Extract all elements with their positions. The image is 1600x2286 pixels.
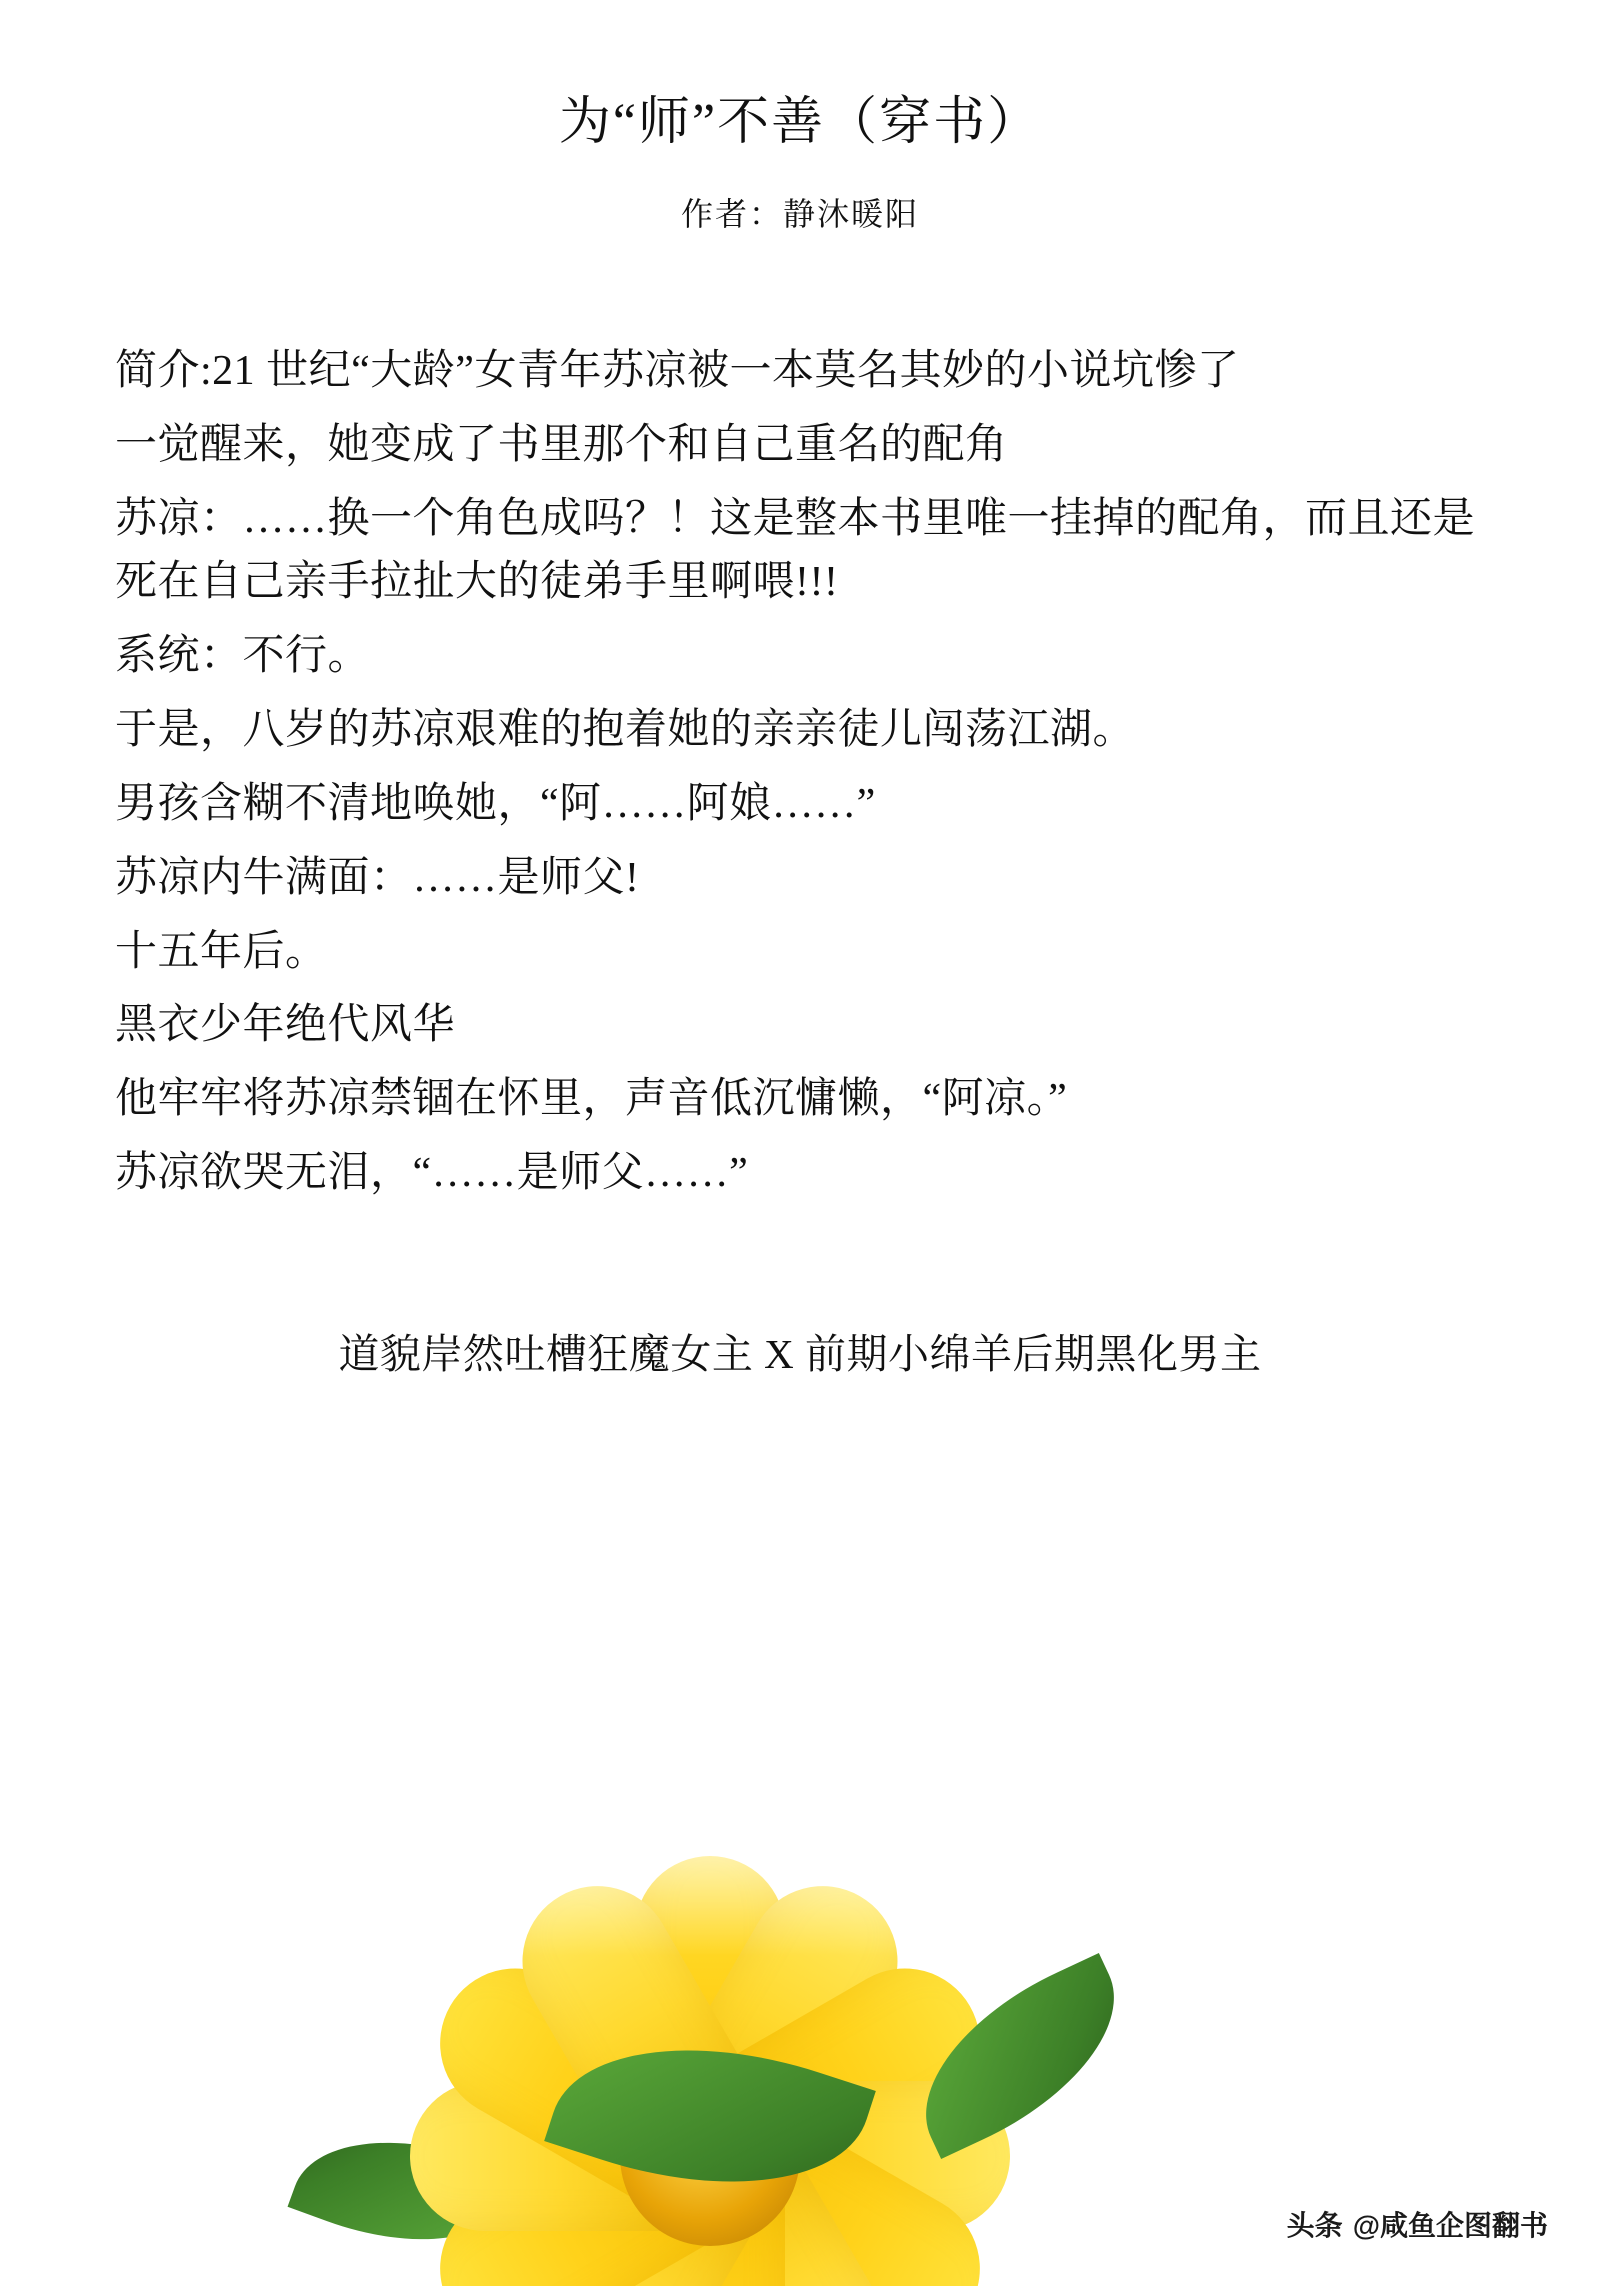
paragraph: 他牢牢将苏凉禁锢在怀里，声音低沉慵懒，“阿凉。”: [115, 1076, 1068, 1123]
flower-petal: [413, 2091, 748, 2286]
flower-petal: [635, 1856, 785, 2156]
watermark-handle: @咸鱼企图翻书: [1352, 2210, 1548, 2241]
decorative-flower-artwork: [0, 1726, 1600, 2286]
paragraph: 男孩含糊不清地唤她，“阿……阿娘……”: [115, 780, 876, 827]
flower-illustration: [330, 1776, 1090, 2286]
flower-center: [620, 2066, 800, 2246]
paragraph: 十五年后。: [115, 928, 328, 975]
flower-petal: [413, 1941, 748, 2221]
paragraph: 一觉醒来，她变成了书里那个和自己重名的配角: [115, 421, 1008, 468]
paragraph: 简介:21 世纪“大龄”女青年苏凉被一本莫名其妙的小说坑惨了: [115, 348, 1240, 394]
artwork-fade-overlay: [0, 1726, 1600, 1956]
page-title: 为“师”不善（穿书）: [558, 94, 1042, 151]
watermark-brand: 头条: [1286, 2210, 1343, 2241]
flower-petal: [645, 2119, 925, 2286]
watermark: [1287, 2204, 1548, 2244]
flower-petal: [635, 2156, 785, 2286]
paragraph: 苏凉欲哭无泪，“……是师父……”: [115, 1150, 749, 1197]
leaf-icon: [288, 2103, 523, 2278]
synopsis-body: [115, 340, 1485, 1206]
author-line: 作者：静沐暖阳: [680, 196, 919, 232]
flower-petal: [495, 1859, 775, 2194]
leaf-icon: [544, 1998, 876, 2233]
leaf-icon: [890, 1953, 1149, 2159]
flower-petal: [673, 1941, 1008, 2221]
paragraph: 黑衣少年绝代风华: [115, 1002, 456, 1049]
flower-petal: [410, 2081, 710, 2231]
paragraph: 系统：不行。: [115, 633, 371, 680]
paragraph: 于是，八岁的苏凉艰难的抱着她的亲亲徒儿闯荡江湖。: [115, 707, 1136, 754]
flower-petal: [710, 2081, 1010, 2231]
paragraph: 苏凉：……换一个角色成吗？！这是整本书里唯一挂掉的配角，而且还是死在自己亲手拉扯大的徒弟手里啊喂!!!: [115, 495, 1476, 606]
paragraph: 苏凉内牛满面：……是师父!: [115, 854, 640, 901]
flower-petal: [495, 2119, 775, 2286]
flower-petal: [673, 2091, 1008, 2286]
tagline: 道貌岸然吐槽狂魔女主 X 前期小绵羊后期黑化男主: [338, 1330, 1262, 1377]
flower-petal: [645, 1859, 925, 2194]
